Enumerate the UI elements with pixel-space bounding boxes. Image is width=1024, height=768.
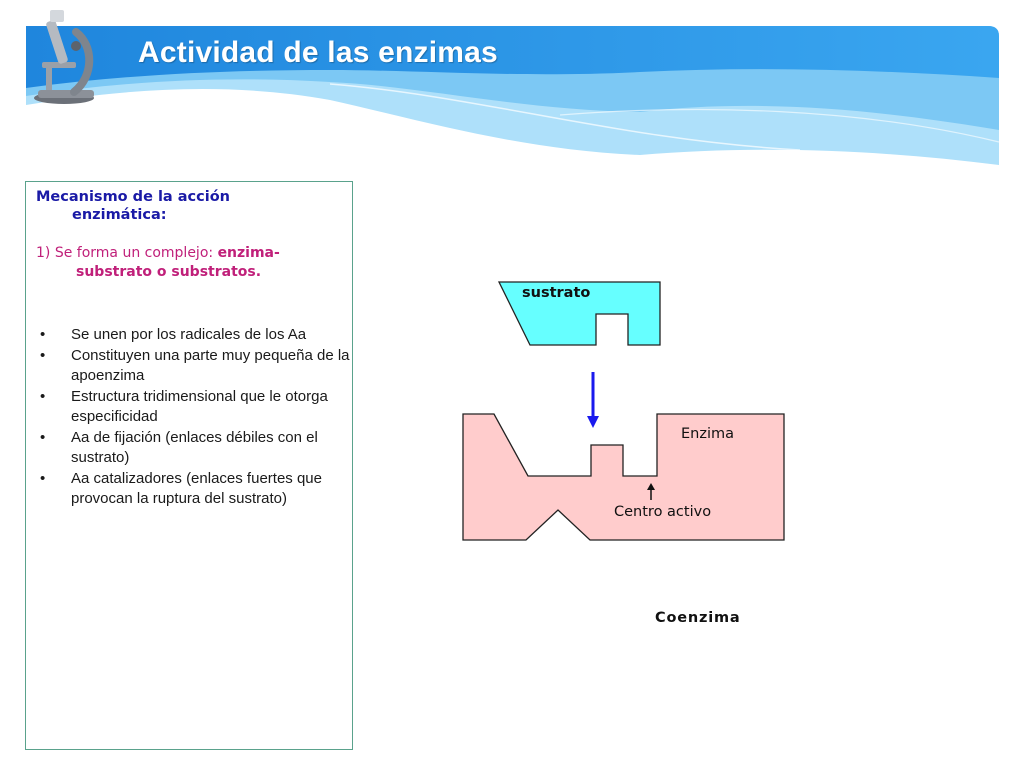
bullet-icon: • [40, 428, 46, 446]
enzyme-shape [463, 414, 784, 540]
list-item [40, 428, 352, 469]
step-1-bold: enzima- [217, 245, 280, 261]
enzyme-label: Enzima [681, 426, 735, 442]
bullet-text: Se unen por los radicales de los Aa [71, 326, 307, 343]
bullet-text: Aa de fijación (enlaces débiles con el sustrato) [71, 428, 318, 466]
bullet-icon: • [40, 469, 46, 487]
bullet-icon: • [40, 387, 46, 405]
bullet-text: Aa catalizadores (enlaces fuertes que provocan la ruptura del sustrato) [71, 469, 322, 507]
list-item [40, 346, 352, 387]
step-1 [36, 244, 356, 282]
bullet-icon: • [40, 346, 46, 364]
bullet-text: Estructura tridimensional que le otorga especificidad [71, 387, 328, 425]
microscope-icon [30, 6, 98, 106]
enzyme-diagram [440, 270, 800, 560]
list-item [40, 387, 352, 428]
bullet-icon: • [40, 326, 46, 343]
arrow-down-head-icon [587, 416, 599, 428]
step-1-line2: substrato o substratos. [76, 264, 262, 280]
active-site-label: Centro activo [614, 504, 712, 520]
mechanism-heading-line2: enzimática: [72, 207, 167, 223]
substrate-label: sustrato [522, 285, 591, 301]
bullet-text: Constituyen una parte muy pequeña de la apoenzima [71, 346, 350, 384]
text-panel [25, 181, 353, 750]
list-item [40, 325, 352, 346]
list-item [40, 469, 352, 510]
mechanism-heading-line1: Mecanismo de la acción [36, 189, 230, 205]
slide-title: Actividad de las enzimas [138, 36, 498, 69]
bullet-list [40, 325, 352, 510]
coenzyme-label: Coenzima [655, 610, 741, 626]
header-band [0, 0, 1024, 170]
step-1-prefix: 1) Se forma un complejo: [36, 245, 218, 261]
mechanism-heading [36, 188, 230, 224]
